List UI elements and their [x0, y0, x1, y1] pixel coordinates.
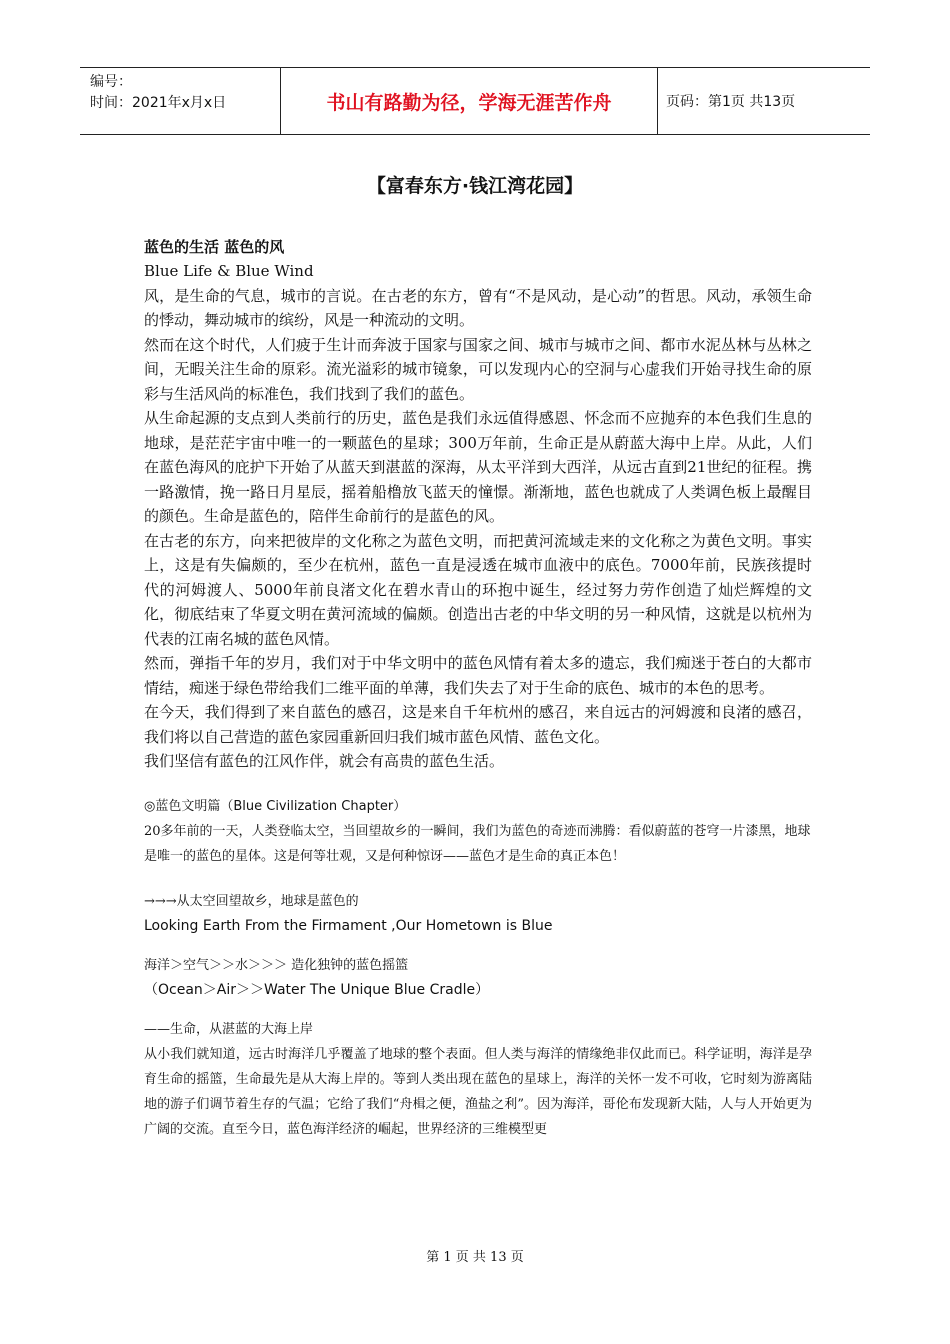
life-heading: ——生命，从湛蓝的大海上岸: [144, 1021, 314, 1037]
document-body: [144, 235, 812, 1142]
paragraph: 然而，弹指千年的岁月，我们对于中华文明中的蓝色风情有着太多的遗忘，我们痴迷于苍白的大都市情结，痴迷于绿色带给我们二维平面的单薄，我们失去了对于生命的底色、城市的本色的思考。: [144, 654, 812, 697]
document-title: 【富春东方·钱江湾花园】: [366, 175, 584, 197]
paragraph: 在古老的东方，向来把彼岸的文化称之为蓝色文明，而把黄河流域走来的文化称之为黄色文明。事实上，这是有失偏颇的，至少在杭州，蓝色一直是浸透在城市血液中的底色。7000年前，民族孩提时代的河姆渡人、5000年前良渚文化在碧水青山的环抱中诞生，经过努力劳作创造了灿烂辉煌的文化，彻底结束了华夏文明在黄河流域的偏颇。创造出古老的中华文明的另一种风情，这就是以杭州为代表的江南名城的蓝色风情。: [144, 531, 812, 648]
paragraph: 在今天，我们得到了来自蓝色的感召，这是来自千年杭州的感召，来自远古的河姆渡和良渚的感召，我们将以自己营造的蓝色家园重新回归我们城市蓝色风情、蓝色文化。: [144, 703, 812, 746]
section-heading-en: Blue Life & Blue Wind: [144, 262, 314, 280]
life-body: 从小我们就知道，远古时海洋几乎覆盖了地球的整个表面。但人类与海洋的情缘绝非仅此而已。科学证明，海洋是孕育生命的摇篮，生命最先是从大海上岸的。等到人类出现在蓝色的星球上，海洋的关怀一发不可收，它时刻为游离陆地的游子们调节着生存的气温；它给了我们“舟楫之便，渔盐之利”。因为海洋，哥伦布发现新大陆，人与人开始更为广阔的交流。直至今日，蓝色海洋经济的崛起，世界经济的三维模型更: [144, 1046, 812, 1137]
time-label: 时间：2021年x月x日: [90, 95, 227, 111]
chain-line-en: （Ocean＞Air＞＞Water The Unique Blue Cradle）: [144, 981, 490, 998]
arrow-line-cn: →→→从太空回望故乡，地球是蓝色的: [144, 893, 359, 909]
page-footer: 第 1 页 共 13 页: [426, 1250, 524, 1265]
chapter-intro: 20多年前的一天，人类登临太空，当回望故乡的一瞬间，我们为蓝色的奇迹而沸腾：看似蔚蓝的苍穹一片漆黑，地球是唯一的蓝色的星体。这是何等壮观，又是何种惊讶——蓝色才是生命的真正本色！: [144, 823, 811, 864]
section-heading-cn: 蓝色的生活 蓝色的风: [144, 238, 285, 256]
paragraph: 我们坚信有蓝色的江风作伴，就会有高贵的蓝色生活。: [144, 752, 505, 770]
page-header: [80, 67, 870, 135]
paragraph: 然而在这个时代，人们疲于生计而奔波于国家与国家之间、城市与城市之间、都市水泥丛林与丛林之间，无暇关注生命的原彩。流光溢彩的城市镜象，可以发现内心的空洞与心虚我们开始寻找生命的原彩与生活风尚的标准色，我们找到了我们的蓝色。: [144, 335, 812, 403]
chain-line-cn: 海洋＞空气＞＞水＞＞＞ 造化独钟的蓝色摇篮: [144, 957, 409, 973]
header-meta: [80, 68, 281, 134]
paragraph: 从生命起源的支点到人类前行的历史，蓝色是我们永远值得感恩、怀念而不应抛弃的本色我们生息的地球，是茫茫宇宙中唯一的一颗蓝色的星球；300万年前，生命正是从蔚蓝大海中上岸。从此，人们在蓝色海风的庇护下开始了从蓝天到湛蓝的深海，从太平洋到大西洋，从远古直到21世纪的征程。携一路激情，挽一路日月星辰，摇着船橹放飞蓝天的憧憬。渐渐地，蓝色也就成了人类调色板上最醒目的颜色。生命是蓝色的，陪伴生命前行的是蓝色的风。: [144, 409, 812, 525]
paragraph: 风，是生命的气息，城市的言说。在古老的东方，曾有“不是风动，是心动”的哲思。风动，承领生命的悸动，舞动城市的缤纷，风是一种流动的文明。: [144, 286, 812, 329]
header-motto: 书山有路勤为径，学海无涯苦作舟: [281, 68, 658, 134]
number-label: 编号：: [90, 74, 132, 90]
header-page-info: 页码：第1页 共13页: [666, 94, 796, 110]
arrow-line-en: Looking Earth From the Firmament ,Our Hometown is Blue: [144, 917, 553, 934]
chapter-heading: ◎蓝色文明篇（Blue Civilization Chapter）: [144, 798, 407, 814]
